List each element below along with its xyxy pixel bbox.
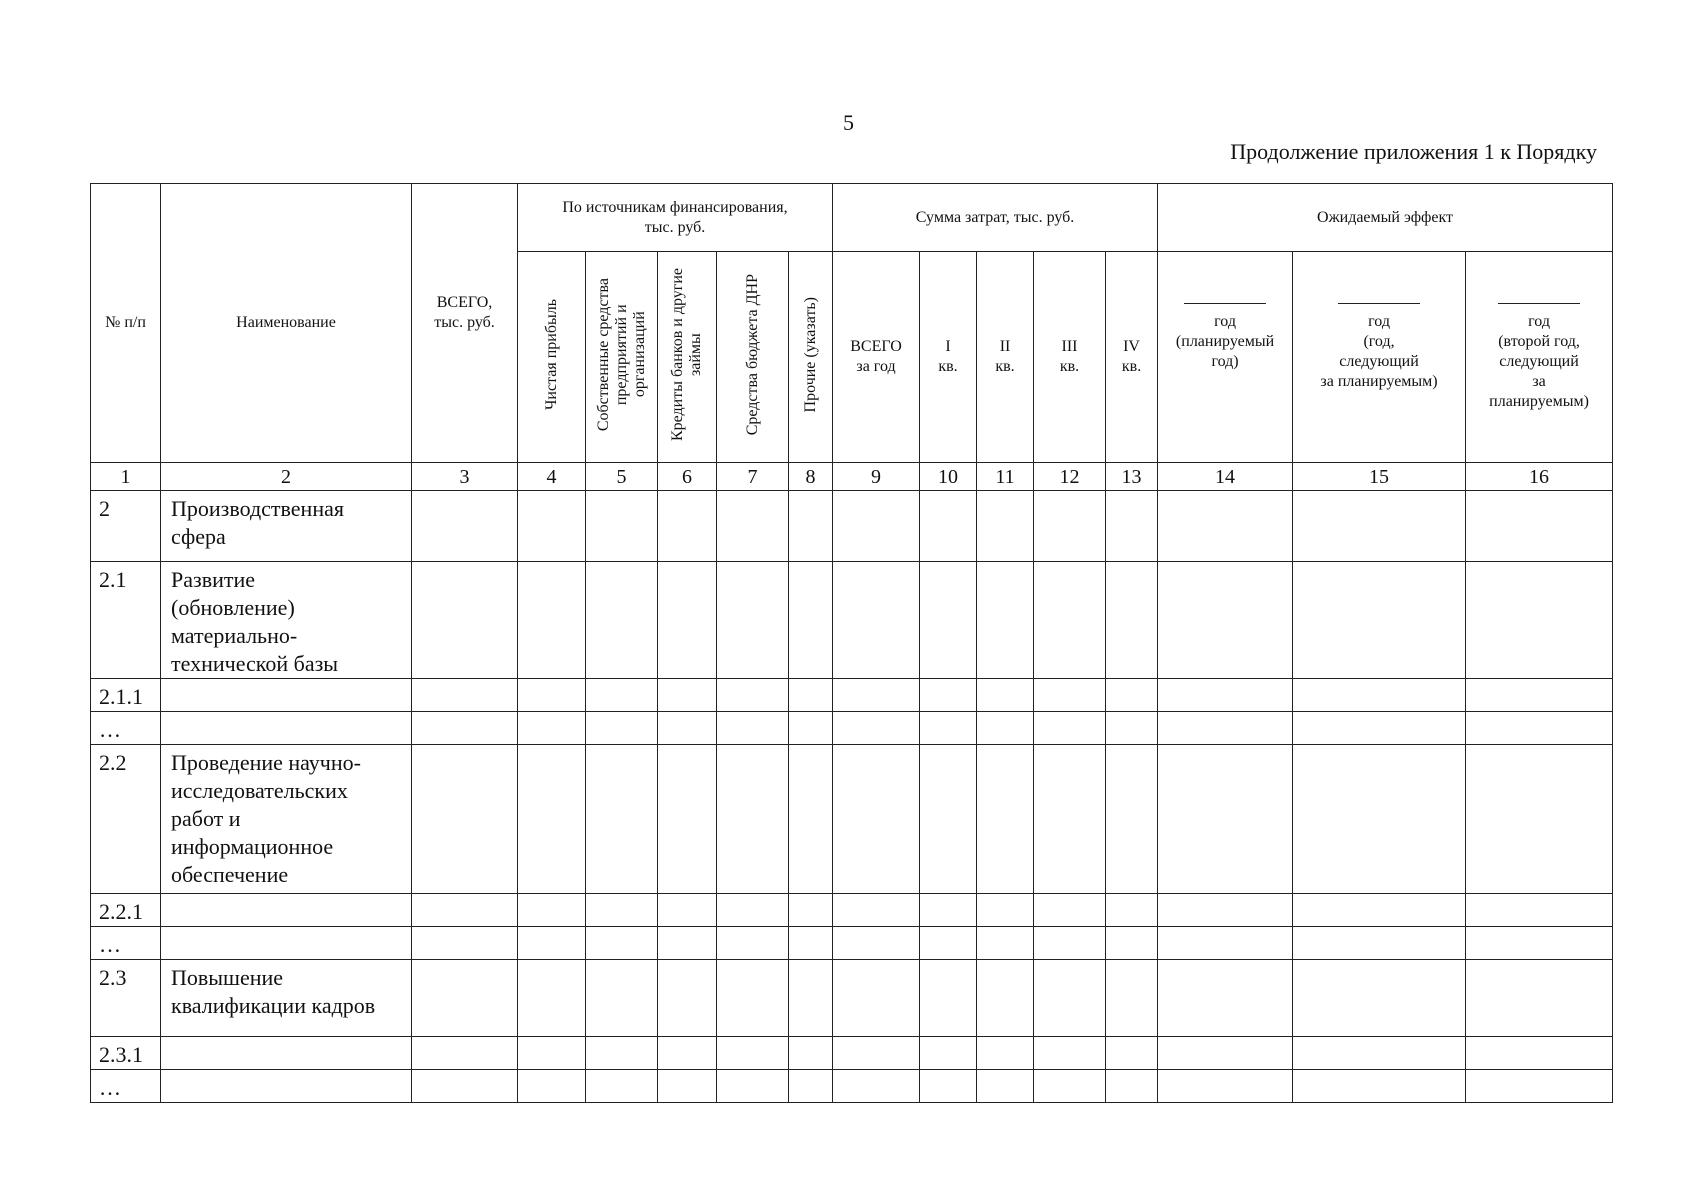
table-row [91, 745, 1613, 894]
empty-cell [658, 1037, 717, 1070]
empty-cell [518, 1037, 586, 1070]
row-code: 2.1 [91, 562, 161, 679]
header-total-text: ВСЕГО, тыс. руб. [434, 294, 495, 331]
header-num [91, 184, 161, 463]
header-cost-q2 [977, 252, 1034, 463]
empty-cell [920, 927, 977, 960]
empty-cell [658, 491, 717, 562]
empty-cell [518, 745, 586, 894]
empty-cell [920, 1070, 977, 1103]
row-code: 2.3 [91, 960, 161, 1037]
empty-cell [920, 491, 977, 562]
header-sources-group [518, 184, 833, 252]
empty-cell [1293, 745, 1466, 894]
empty-cell [586, 960, 658, 1037]
empty-cell [717, 1070, 789, 1103]
empty-cell [518, 1070, 586, 1103]
empty-cell [1034, 1070, 1106, 1103]
empty-cell [518, 894, 586, 927]
empty-cell [1106, 679, 1158, 712]
empty-cell [920, 712, 977, 745]
empty-cell [412, 679, 518, 712]
table-row [91, 927, 1613, 960]
empty-cell [1466, 894, 1613, 927]
row-name [161, 1037, 412, 1070]
empty-cell [920, 745, 977, 894]
empty-cell [977, 960, 1034, 1037]
empty-cell [1466, 1070, 1613, 1103]
empty-cell [586, 927, 658, 960]
row-name [161, 894, 412, 927]
empty-cell [977, 562, 1034, 679]
column-number: 5 [586, 463, 658, 491]
empty-cell [518, 712, 586, 745]
empty-cell [586, 894, 658, 927]
column-number: 3 [412, 463, 518, 491]
empty-cell [412, 491, 518, 562]
empty-cell [518, 562, 586, 679]
empty-cell [1034, 927, 1106, 960]
empty-cell [1293, 1070, 1466, 1103]
header-costs-group [833, 184, 1158, 252]
header-source-text: Чистая прибыль [542, 298, 560, 410]
empty-cell [1158, 1070, 1293, 1103]
header-source-text: Прочие (указать) [801, 296, 819, 413]
empty-cell [1158, 745, 1293, 894]
row-code: … [91, 1070, 161, 1103]
empty-cell [920, 1037, 977, 1070]
empty-cell [789, 894, 833, 927]
empty-cell [977, 679, 1034, 712]
row-name [161, 1070, 412, 1103]
header-source-3 [658, 252, 717, 463]
empty-cell [1034, 679, 1106, 712]
empty-cell [1158, 679, 1293, 712]
empty-cell [412, 745, 518, 894]
row-code: 2.2 [91, 745, 161, 894]
header-total [412, 184, 518, 463]
empty-cell [1158, 712, 1293, 745]
header-source-text: Кредиты банков и другие займы [669, 267, 704, 442]
empty-cell [789, 927, 833, 960]
header-effect-2 [1293, 252, 1466, 463]
column-number: 13 [1106, 463, 1158, 491]
empty-cell [658, 562, 717, 679]
empty-cell [789, 491, 833, 562]
empty-cell [658, 712, 717, 745]
header-cost-year [833, 252, 920, 463]
empty-cell [717, 562, 789, 679]
empty-cell [1106, 927, 1158, 960]
column-number-row [91, 463, 1613, 491]
blank-year-line [1338, 303, 1420, 304]
row-code: … [91, 712, 161, 745]
empty-cell [412, 894, 518, 927]
empty-cell [833, 712, 920, 745]
empty-cell [586, 745, 658, 894]
empty-cell [1106, 1037, 1158, 1070]
empty-cell [586, 1070, 658, 1103]
column-number: 4 [518, 463, 586, 491]
header-source-2 [586, 252, 658, 463]
column-number: 10 [920, 463, 977, 491]
empty-cell [789, 562, 833, 679]
empty-cell [1158, 960, 1293, 1037]
empty-cell [717, 960, 789, 1037]
header-cost-text: II кв. [995, 338, 1015, 375]
header-source-text: Средства бюджета ДНР [743, 273, 761, 436]
empty-cell [658, 1070, 717, 1103]
empty-cell [789, 712, 833, 745]
empty-cell [977, 1037, 1034, 1070]
empty-cell [1106, 960, 1158, 1037]
column-number: 8 [789, 463, 833, 491]
empty-cell [1106, 491, 1158, 562]
table-row [91, 960, 1613, 1037]
empty-cell [518, 960, 586, 1037]
empty-cell [518, 927, 586, 960]
empty-cell [412, 562, 518, 679]
header-effect-group [1158, 184, 1613, 252]
empty-cell [412, 712, 518, 745]
empty-cell [833, 927, 920, 960]
header-costs-group-text: Сумма затрат, тыс. руб. [915, 208, 1075, 226]
empty-cell [1293, 927, 1466, 960]
row-code: 2.3.1 [91, 1037, 161, 1070]
empty-cell [833, 960, 920, 1037]
empty-cell [977, 745, 1034, 894]
row-name: Повышение квалификации кадров [161, 960, 412, 1037]
empty-cell [1034, 491, 1106, 562]
header-sources-group-text: По источникам финансирования, тыс. руб. [562, 198, 788, 236]
header-cost-text: III кв. [1059, 338, 1080, 375]
empty-cell [717, 712, 789, 745]
investment-plan-table [90, 183, 1613, 1103]
empty-cell [1466, 745, 1613, 894]
empty-cell [833, 562, 920, 679]
column-number: 15 [1293, 463, 1466, 491]
column-number: 16 [1466, 463, 1613, 491]
empty-cell [717, 927, 789, 960]
header-cost-q4 [1106, 252, 1158, 463]
empty-cell [717, 894, 789, 927]
row-name: Проведение научно- исследовательских работ и информационное обеспечение [161, 745, 412, 894]
empty-cell [1106, 562, 1158, 679]
empty-cell [412, 1037, 518, 1070]
blank-year-line [1498, 303, 1580, 304]
header-cost-text: ВСЕГО за год [850, 338, 902, 375]
header-cost-q1 [920, 252, 977, 463]
empty-cell [658, 745, 717, 894]
empty-cell [789, 1037, 833, 1070]
empty-cell [1158, 562, 1293, 679]
table-row [91, 491, 1613, 562]
empty-cell [1158, 927, 1293, 960]
empty-cell [1106, 745, 1158, 894]
empty-cell [920, 894, 977, 927]
empty-cell [1293, 960, 1466, 1037]
empty-cell [1158, 894, 1293, 927]
empty-cell [717, 491, 789, 562]
empty-cell [833, 491, 920, 562]
empty-cell [1106, 712, 1158, 745]
header-cost-text: IV кв. [1121, 338, 1142, 375]
empty-cell [1293, 491, 1466, 562]
empty-cell [586, 562, 658, 679]
empty-cell [1158, 1037, 1293, 1070]
empty-cell [717, 679, 789, 712]
empty-cell [518, 679, 586, 712]
empty-cell [1466, 712, 1613, 745]
empty-cell [1106, 1070, 1158, 1103]
empty-cell [1106, 894, 1158, 927]
header-effect-1 [1158, 252, 1293, 463]
row-name: Производственная сфера [161, 491, 412, 562]
header-cost-text: I кв. [938, 338, 958, 375]
empty-cell [1466, 960, 1613, 1037]
empty-cell [1466, 1037, 1613, 1070]
empty-cell [977, 927, 1034, 960]
empty-cell [1293, 679, 1466, 712]
empty-cell [1466, 491, 1613, 562]
table-row [91, 679, 1613, 712]
header-source-5 [789, 252, 833, 463]
column-number: 6 [658, 463, 717, 491]
empty-cell [412, 927, 518, 960]
appendix-note: Продолжение приложения 1 к Порядку [1230, 139, 1597, 164]
column-number: 14 [1158, 463, 1293, 491]
empty-cell [789, 679, 833, 712]
empty-cell [658, 960, 717, 1037]
empty-cell [977, 712, 1034, 745]
page-number: 5 [843, 110, 854, 135]
empty-cell [920, 562, 977, 679]
empty-cell [977, 1070, 1034, 1103]
row-code: 2.2.1 [91, 894, 161, 927]
column-number: 1 [91, 463, 161, 491]
empty-cell [789, 960, 833, 1037]
header-source-1 [518, 252, 586, 463]
column-number: 7 [717, 463, 789, 491]
row-code: 2.1.1 [91, 679, 161, 712]
header-effect-text: год (планируемый год) [1175, 312, 1275, 370]
table-row [91, 562, 1613, 679]
empty-cell [658, 894, 717, 927]
empty-cell [586, 491, 658, 562]
empty-cell [412, 1070, 518, 1103]
empty-cell [1293, 1037, 1466, 1070]
header-num-text: № п/п [105, 314, 146, 331]
empty-cell [920, 960, 977, 1037]
header-source-text: Собственные средства предприятий и организаций [594, 277, 648, 432]
empty-cell [412, 960, 518, 1037]
column-number: 9 [833, 463, 920, 491]
empty-cell [1034, 894, 1106, 927]
table-body [91, 491, 1613, 1103]
row-name: Развитие (обновление) материально- технической базы [161, 562, 412, 679]
header-cost-q3 [1034, 252, 1106, 463]
row-code: 2 [91, 491, 161, 562]
row-code: … [91, 927, 161, 960]
header-name [161, 184, 412, 463]
empty-cell [586, 1037, 658, 1070]
empty-cell [1034, 562, 1106, 679]
header-effect-group-text: Ожидаемый эффект [1317, 208, 1454, 226]
empty-cell [1466, 927, 1613, 960]
header-effect-text: год (второй год, следующий за планируемым) [1489, 312, 1589, 410]
column-number: 11 [977, 463, 1034, 491]
row-name [161, 712, 412, 745]
empty-cell [586, 712, 658, 745]
header-source-4 [717, 252, 789, 463]
empty-cell [717, 745, 789, 894]
table-row [91, 1070, 1613, 1103]
header-name-text: Наименование [236, 314, 336, 331]
empty-cell [1158, 491, 1293, 562]
empty-cell [1293, 712, 1466, 745]
empty-cell [658, 679, 717, 712]
empty-cell [518, 491, 586, 562]
empty-cell [977, 491, 1034, 562]
empty-cell [833, 679, 920, 712]
table-row [91, 894, 1613, 927]
header-effect-3 [1466, 252, 1613, 463]
header-effect-text: год (год, следующий за планируемым) [1320, 312, 1438, 390]
empty-cell [1034, 745, 1106, 894]
column-number: 2 [161, 463, 412, 491]
blank-year-line [1184, 303, 1266, 304]
column-number: 12 [1034, 463, 1106, 491]
empty-cell [1034, 960, 1106, 1037]
empty-cell [1034, 1037, 1106, 1070]
row-name [161, 679, 412, 712]
empty-cell [717, 1037, 789, 1070]
empty-cell [1293, 894, 1466, 927]
empty-cell [920, 679, 977, 712]
empty-cell [833, 1037, 920, 1070]
empty-cell [833, 894, 920, 927]
row-name [161, 927, 412, 960]
table-row [91, 1037, 1613, 1070]
empty-cell [789, 745, 833, 894]
empty-cell [658, 927, 717, 960]
empty-cell [1034, 712, 1106, 745]
empty-cell [789, 1070, 833, 1103]
empty-cell [1466, 679, 1613, 712]
empty-cell [586, 679, 658, 712]
table-row [91, 712, 1613, 745]
empty-cell [833, 1070, 920, 1103]
empty-cell [1293, 562, 1466, 679]
empty-cell [977, 894, 1034, 927]
empty-cell [833, 745, 920, 894]
empty-cell [1466, 562, 1613, 679]
